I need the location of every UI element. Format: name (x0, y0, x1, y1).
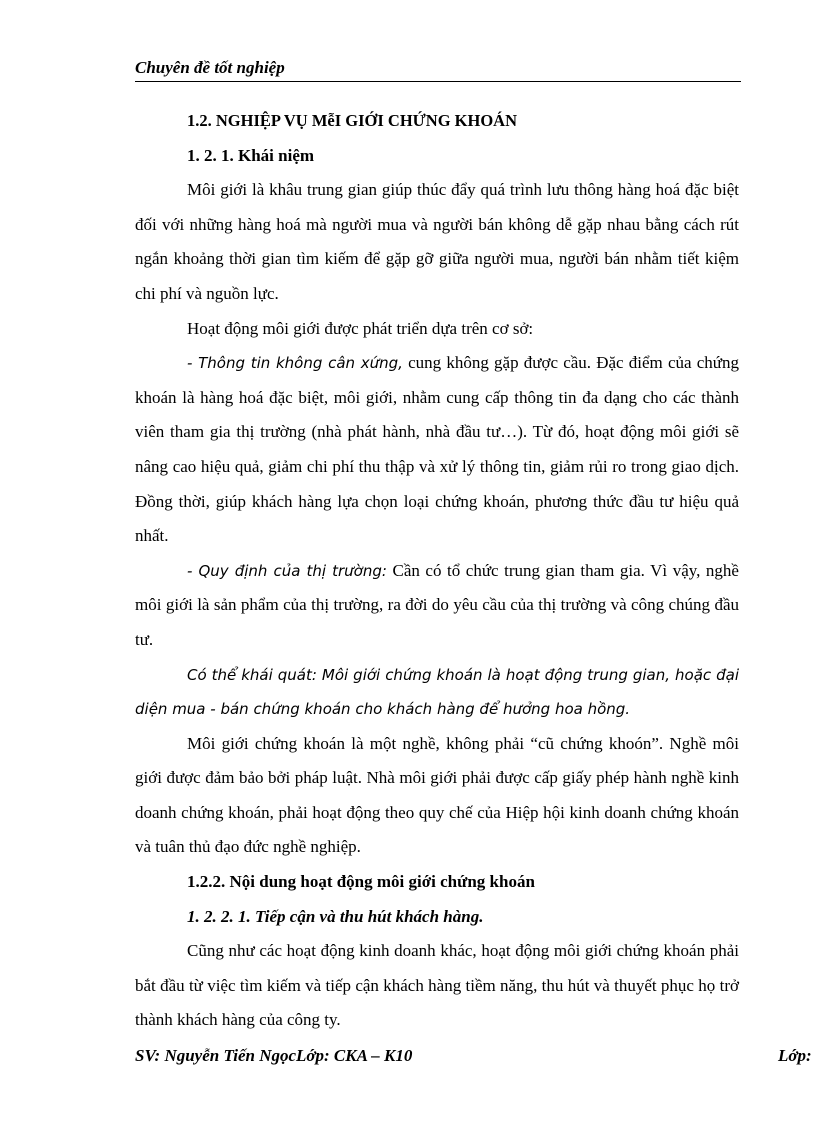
subsection-title-concept: 1. 2. 1. Khái niệm (187, 145, 315, 165)
subsection-title-content: 1.2.2. Nội dung hoạt động môi giới chứng khoán (187, 872, 535, 892)
paragraph-profession: Môi giới chứng khoán là một nghề, không phải “cũ chứng khoón”. Nghề môi giới được đảm bảo bởi pháp luật. Nhà môi giới phải được cấp giấy phép hành nghề kinh doanh chứng khoán, phải hoạt động theo quy chế của Hiệp hội kinh doanh chứng khoán và tuân thủ đạo đức nghề nghiệp. (135, 733, 739, 857)
paragraph-asymmetric-info (135, 346, 739, 554)
paragraph-market-rules (135, 554, 739, 658)
page-body (135, 104, 739, 1038)
footer-student: SV: Nguyễn Tiến NgọcLớp: CKA – K10 (135, 1046, 413, 1065)
market-rules-lead: - Quy định của thị trường: (187, 561, 387, 580)
asymmetric-info-lead: - Thông tin không cân xứng, (187, 354, 403, 373)
paragraph-basis: Hoạt động môi giới được phát triển dựa trên cơ sở: (187, 318, 534, 338)
section-title: 1.2. NGHIỆP VỤ MễI GIỚI CHỨNG KHOÁN (187, 111, 518, 130)
asymmetric-info-text: cung không gặp được cầu. Đặc điểm của chứng khoán là hàng hoá đặc biệt, môi giới, nhằm cung cấp thông tin đa dạng cho các thành viên tham gia thị trường (nhà phát hành, nhà đầu tư…). Từ đó, hoạt động môi giới sẽ nâng cao hiệu quả, giảm chi phí thu thập và xử lý thông tin, giảm rủi ro trong giao dịch. Đồng thời, giúp khách hàng lựa chọn loại chứng khoán, phương thức đầu tư hiệu quả nhất. (135, 353, 739, 546)
footer-class: Lớp: (778, 1046, 812, 1065)
running-header: Chuyên đề tốt nghiệp (135, 58, 741, 82)
paragraph-definition: Môi giới là khâu trung gian giúp thúc đẩy quá trình lưu thông hàng hoá đặc biệt đối với những hàng hoá mà người mua và người bán không dễ gặp nhau bằng cách rút ngắn khoảng thời gian tìm kiếm để gặp gỡ giữa người mua, người bán nhằm tiết kiệm chi phí và nguồn lực. (135, 180, 739, 303)
market-rules-text: Cần có tổ chức trung gian tham gia. Vì vậy, nghề môi giới là sản phẩm của thị trường, ra đời do yêu cầu của thị trường và công chúng đầu tư. (135, 560, 739, 649)
paragraph-summary: Có thể khái quát: Môi giới chứng khoán là hoạt động trung gian, hoặc đại diện mua - bán chứng khoán cho khách hàng để hưởng hoa hồng. (135, 665, 739, 719)
paragraph-approach: Cũng như các hoạt động kinh doanh khác, hoạt động môi giới chứng khoán phải bắt đầu từ việc tìm kiếm và tiếp cận khách hàng tiềm năng, thu hút và thuyết phục họ trở thành khách hàng của công ty. (135, 941, 739, 1030)
subsection-title-approach: 1. 2. 2. 1. Tiếp cận và thu hút khách hàng. (187, 906, 484, 926)
